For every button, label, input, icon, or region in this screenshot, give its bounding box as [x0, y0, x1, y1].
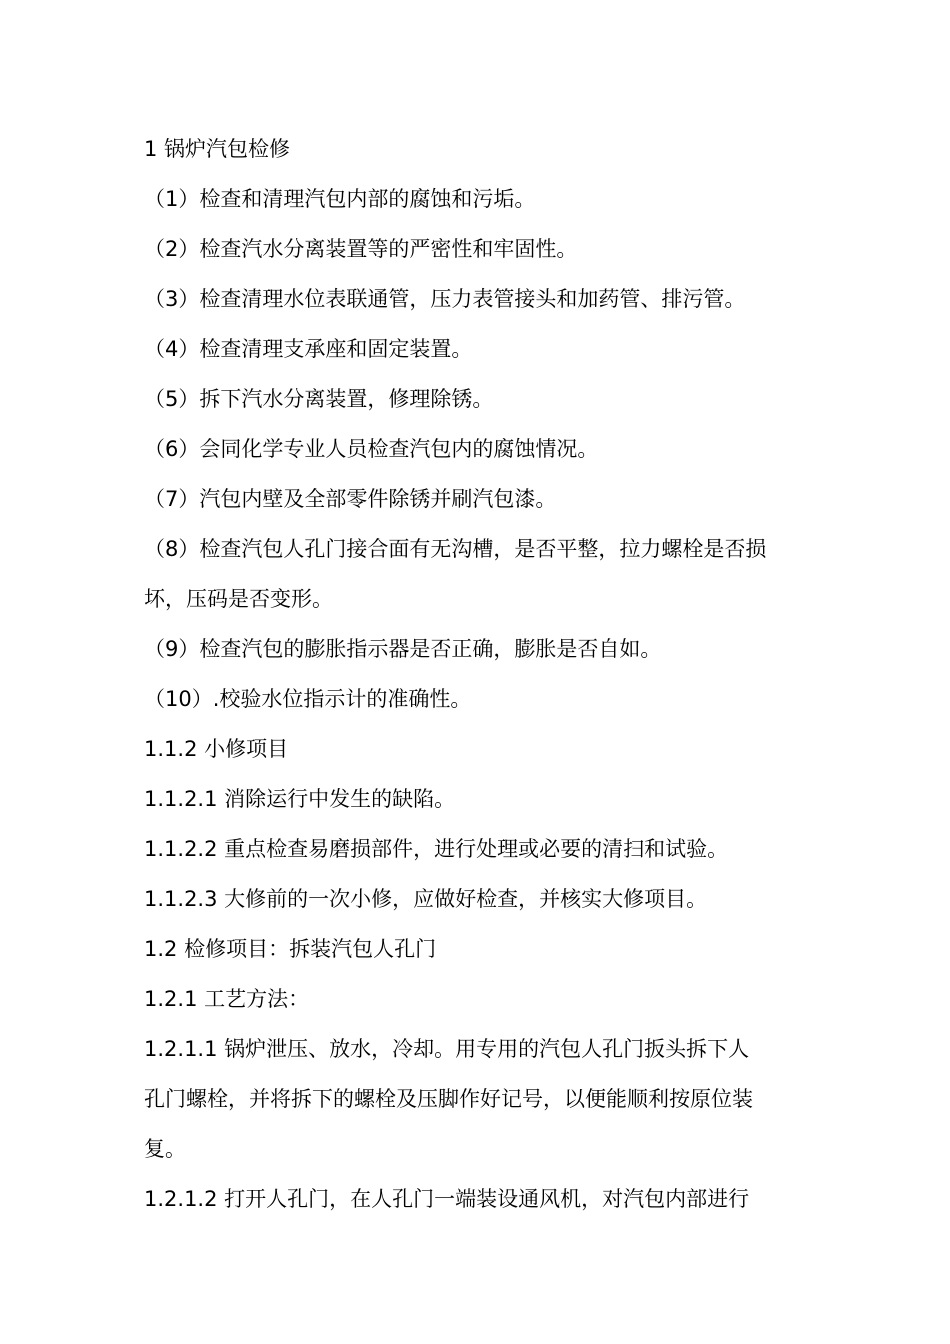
list-item: （5）拆下汽水分离装置，修理除锈。 — [144, 387, 494, 411]
subsection-heading: 1.1.2 小修项目 — [144, 737, 289, 761]
section-heading: 1 锅炉汽包检修 — [144, 137, 291, 161]
paragraph-line: 1.2.1.2 打开人孔门，在人孔门一端装设通风机，对汽包内部进行 — [144, 1187, 750, 1211]
list-item: （3）检查清理水位表联通管，压力表管接头和加药管、排污管。 — [144, 287, 746, 311]
list-item-continuation: 坏，压码是否变形。 — [144, 587, 333, 611]
list-item: （2）检查汽水分离装置等的严密性和牢固性。 — [144, 237, 578, 261]
paragraph-line: 1.1.2.3 大修前的一次小修，应做好检查，并核实大修项目。 — [144, 887, 708, 911]
list-item: （10）.校验水位指示计的准确性。 — [144, 687, 472, 711]
list-item: （8）检查汽包人孔门接合面有无沟槽，是否平整，拉力螺栓是否损 — [144, 537, 767, 561]
subsection-heading: 1.2 检修项目：拆装汽包人孔门 — [144, 937, 437, 961]
list-item: （7）汽包内壁及全部零件除锈并刷汽包漆。 — [144, 487, 557, 511]
paragraph-line-continuation: 孔门螺栓，并将拆下的螺栓及压脚作好记号，以便能顺利按原位装 — [144, 1087, 753, 1111]
paragraph-line: 1.1.2.2 重点检查易磨损部件，进行处理或必要的清扫和试验。 — [144, 837, 729, 861]
paragraph-line-continuation: 复。 — [144, 1137, 186, 1161]
list-item: （9）检查汽包的膨胀指示器是否正确，膨胀是否自如。 — [144, 637, 662, 661]
paragraph-line: 1.1.2.1 消除运行中发生的缺陷。 — [144, 787, 456, 811]
list-item: （6）会同化学专业人员检查汽包内的腐蚀情况。 — [144, 437, 599, 461]
list-item: （1）检查和清理汽包内部的腐蚀和污垢。 — [144, 187, 536, 211]
paragraph-line: 1.2.1.1 锅炉泄压、放水，冷却。用专用的汽包人孔门扳头拆下人 — [144, 1037, 750, 1061]
document-body — [144, 124, 812, 1224]
subsection-heading: 1.2.1 工艺方法： — [144, 987, 310, 1011]
list-item: （4）检查清理支承座和固定装置。 — [144, 337, 473, 361]
